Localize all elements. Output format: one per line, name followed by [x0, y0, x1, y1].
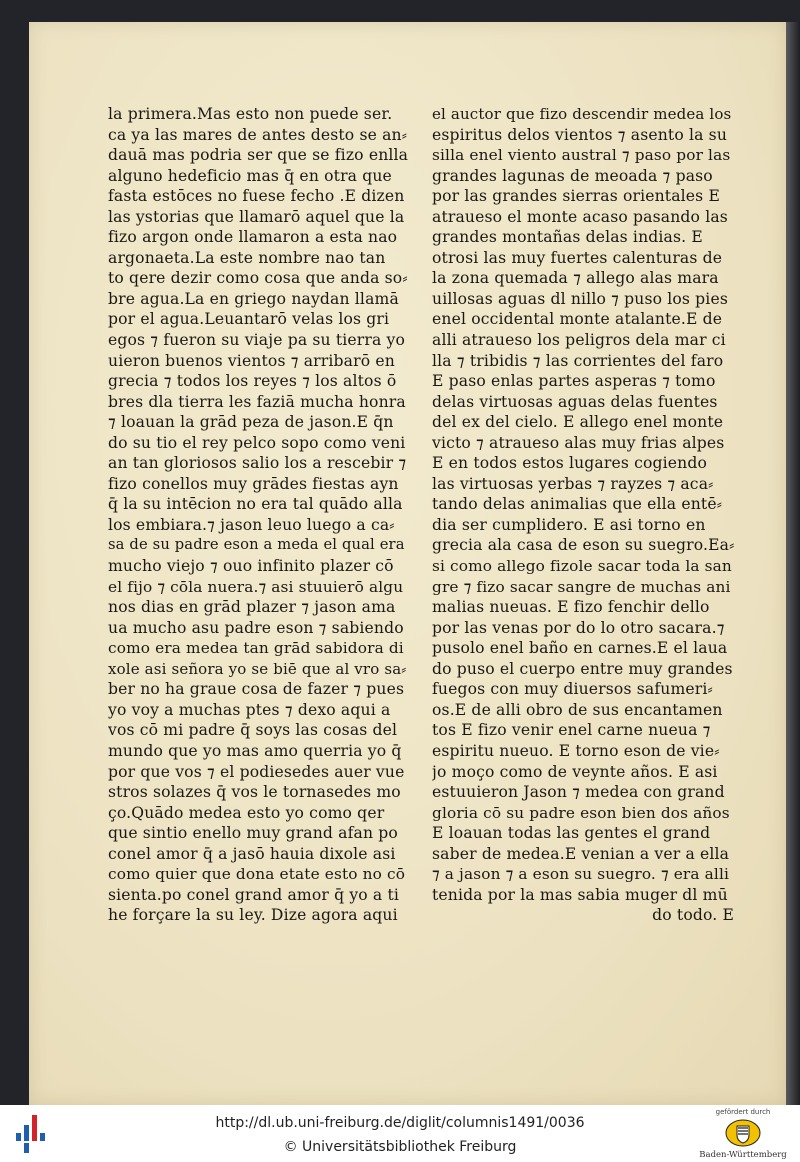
sponsor-logo: [690, 1108, 796, 1160]
text-column-left: [108, 104, 408, 926]
text-line: egos ⁊ fueron su viaje pa su tierra yo: [108, 331, 406, 350]
text-line: argonaeta.La este nombre nao tan: [108, 248, 386, 267]
text-line: fasta estōces no fuese fecho .E dizen: [108, 187, 405, 206]
text-line: si como allego fizole sacar toda la san: [432, 557, 732, 576]
text-line: tando delas animalias que ella entē⸗: [432, 495, 723, 514]
text-line: E paso enlas partes asperas ⁊ tomo: [432, 372, 716, 391]
text-line: grandes montañas delas indias. E: [432, 228, 703, 247]
text-line: bre agua.La en griego naydan llamā: [108, 289, 399, 308]
text-line: jo moço como de veynte años. E asi: [432, 762, 718, 781]
text-line: gloria cō su padre eson bien dos años: [432, 803, 730, 822]
text-line: xole asi señora yo se biē que al vro sa⸗: [108, 659, 407, 678]
text-line: delas virtuosas aguas delas fuentes: [432, 392, 718, 411]
text-line: do puso el cuerpo entre muy grandes: [432, 659, 733, 678]
text-line: el fijo ⁊ cōla nuera.⁊ asi stuuierō algu: [108, 577, 404, 596]
text-line: las virtuosas yerbas ⁊ rayzes ⁊ aca⸗: [432, 474, 714, 493]
text-line: del ex del cielo. E allego enel monte: [432, 413, 724, 432]
sponsor-label: gefördert durch: [715, 1108, 771, 1116]
text-line: atraueso el monte acaso pasando las: [432, 207, 728, 226]
sponsor-name: Baden-Württemberg: [699, 1150, 787, 1160]
text-line: el auctor que fizo descendir medea los: [432, 105, 732, 123]
text-line: como era medea tan grād sabidora di: [108, 639, 404, 658]
text-line: ber no ha graue cosa de fazer ⁊ pues: [108, 680, 405, 699]
text-line: las ystorias que llamarō aquel que la: [108, 207, 405, 226]
text-line: fuegos con muy diuersos safumeri⸗: [432, 680, 713, 699]
text-line: uillosas aguas dl nillo ⁊ puso los pies: [432, 289, 728, 308]
text-line: sa de su padre eson a meda el qual era: [108, 536, 405, 554]
baden-wuerttemberg-shield-icon: [725, 1118, 761, 1148]
text-line: por las venas por do lo otro sacara.⁊: [432, 618, 725, 637]
text-line: mundo que yo mas amo querria yo q̄: [108, 741, 402, 760]
text-line: espiritu nueuo. E torno eson de vie⸗: [432, 741, 720, 760]
text-line: do todo. E: [652, 906, 734, 925]
text-line: que sintio enello muy grand afan po: [108, 824, 398, 843]
text-line: mucho viejo ⁊ ouo infinito plazer cō: [108, 557, 394, 576]
text-line: victo ⁊ atraueso alas muy frias alpes: [432, 433, 725, 452]
text-line: dauā mas podria ser que se fizo enlla: [108, 146, 408, 165]
text-line: tos E fizo venir enel carne nueua ⁊: [432, 721, 711, 740]
text-line: saber de medea.E venian a ver a ella: [432, 844, 730, 863]
text-line: como quier que dona etate esto no cō: [108, 865, 406, 884]
text-line: grecia ⁊ todos los reyes ⁊ los altos ō: [108, 372, 397, 391]
text-line: fizo conellos muy grādes fiestas ayn: [108, 474, 399, 493]
text-line: yo voy a muchas ptes ⁊ dexo aqui a: [108, 700, 391, 719]
text-line: ⁊ loauan la grād peza de jason.E q̄n: [108, 413, 394, 432]
text-line: estuuieron Jason ⁊ medea con grand: [432, 783, 725, 802]
text-column-right: [432, 104, 734, 926]
text-line: nos dias en grād plazer ⁊ jason ama: [108, 598, 396, 617]
text-line: silla enel viento austral ⁊ paso por las: [432, 146, 731, 165]
text-line: ⁊ a jason ⁊ a eson su suegro. ⁊ era alli: [432, 865, 730, 884]
text-line: an tan gloriosos salio los a rescebir ⁊: [108, 454, 407, 473]
text-line: os.E de alli obro de sus encantamen: [432, 700, 723, 719]
text-line: ço.Quādo medea esto yo como qer: [108, 803, 385, 822]
text-line: otrosi las muy fuertes calenturas de: [432, 248, 723, 267]
text-line: la zona quemada ⁊ allego alas mara: [432, 269, 719, 288]
footer-bar: [0, 1105, 800, 1162]
text-line: grandes lagunas de meoada ⁊ paso: [432, 166, 713, 185]
text-line: grecia ala casa de eson su suegro.Ea⸗: [432, 536, 734, 555]
text-line: espiritus delos vientos ⁊ asento la su: [432, 125, 728, 144]
text-line: E loauan todas las gentes el grand: [432, 824, 711, 843]
text-line: fizo argon onde llamaron a esta nao: [108, 228, 398, 247]
text-line: lla ⁊ tribidis ⁊ las corrientes del faro: [432, 351, 724, 370]
copyright-notice: © Universitätsbibliothek Freiburg: [283, 1139, 517, 1155]
text-line: malias nueuas. E fizo fenchir dello: [432, 598, 710, 617]
text-line: enel occidental monte atalante.E de: [432, 310, 723, 329]
text-line: alguno hedeficio mas q̄ en otra que: [108, 166, 392, 185]
text-line: he forçare la su ley. Dize agora aqui: [108, 906, 398, 925]
text-line: conel amor q̄ a jasō hauia dixole asi: [108, 844, 396, 863]
text-line: los embiara.⁊ jason leuo luego a ca⸗: [108, 515, 395, 534]
text-line: sienta.po conel grand amor q̄ yo a ti: [108, 885, 400, 904]
text-line: bres dla tierra les faziā mucha honra: [108, 392, 406, 411]
text-line: q̄ la su intēcion no era tal quādo alla: [108, 495, 403, 514]
text-line: alli atraueso los peligros dela mar ci: [432, 331, 726, 350]
text-line: ca ya las mares de antes desto se an⸗: [108, 125, 408, 144]
text-line: to qere dezir como cosa que anda so⸗: [108, 269, 408, 288]
text-line: dia ser cumplidero. E asi torno en: [432, 515, 706, 534]
text-line: uieron buenos vientos ⁊ arribarō en: [108, 351, 395, 370]
text-line: ua mucho asu padre eson ⁊ sabiendo: [108, 618, 404, 637]
text-line: por las grandes sierras orientales E: [432, 187, 720, 206]
document-url-link[interactable]: http://dl.ub.uni-freiburg.de/diglit/columnis1491/0036: [215, 1115, 585, 1131]
text-line: do su tio el rey pelco sopo como veni: [108, 433, 406, 452]
text-line: pusolo enel baño en carnes.E el laua: [432, 639, 728, 658]
text-line: la primera.Mas esto non puede ser.: [108, 105, 393, 123]
text-line: tenida por la mas sabia muger dl mū: [432, 885, 728, 904]
page-edge-shadow: [786, 22, 800, 1105]
text-line: E en todos estos lugares cogiendo: [432, 454, 708, 473]
text-line: gre ⁊ fizo sacar sangre de muchas ani: [432, 577, 731, 596]
text-line: por el agua.Leuantarō velas los gri: [108, 310, 390, 329]
text-line: por que vos ⁊ el podiesedes auer vue: [108, 762, 405, 781]
text-line: vos cō mi padre q̄ soys las cosas del: [108, 721, 398, 740]
text-line: stros solazes q̄ vos le tornasedes mo: [108, 783, 401, 802]
